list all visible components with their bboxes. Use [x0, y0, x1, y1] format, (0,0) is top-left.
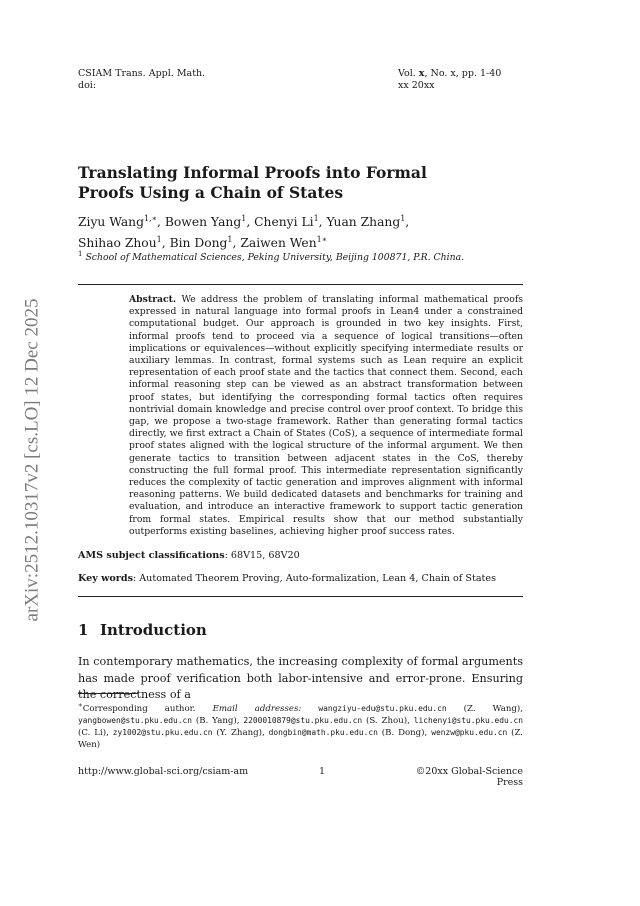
email-owner: (Y. Zhang),	[212, 727, 269, 738]
email-address[interactable]: yangbowen@stu.pku.edu.cn	[78, 715, 193, 725]
footnote	[78, 699, 523, 751]
author-name: Bowen Yang	[164, 215, 242, 230]
affiliation	[78, 248, 523, 264]
author-separator: ,	[405, 215, 410, 230]
author-separator: ,	[246, 215, 255, 230]
email-address[interactable]: zy1002@stu.pku.edu.cn	[112, 727, 213, 737]
email-address[interactable]: dongbin@math.pku.edu.cn	[268, 727, 378, 737]
email-owner: (Z. Wang),	[446, 703, 523, 714]
page-number: 1	[319, 766, 326, 777]
footnote-marker: ∗	[78, 701, 83, 709]
author-name: Ziyu Wang	[78, 215, 144, 230]
author	[254, 215, 326, 229]
volume-info	[398, 68, 501, 80]
author-name: Chenyi Li	[254, 215, 314, 230]
email-owner: (B. Yang),	[192, 715, 244, 726]
author	[165, 215, 254, 229]
keywords	[78, 573, 523, 585]
author-separator: ,	[161, 236, 170, 251]
author-affiliation-marker: 1	[313, 214, 319, 223]
affiliation-text: School of Mathematical Sciences, Peking University, Beijing 100871, P.R. China.	[85, 252, 465, 264]
doi-label: doi:	[78, 80, 97, 91]
bottom-divider	[78, 596, 523, 597]
author-affiliation-marker: 1	[156, 235, 162, 245]
volume-prefix: Vol.	[398, 68, 419, 79]
author	[78, 215, 165, 229]
email-address[interactable]: 2200010879@stu.pku.edu.cn	[243, 715, 363, 725]
corresponding-label: Corresponding author.	[82, 703, 196, 714]
ams-label: AMS subject classifications	[78, 550, 225, 561]
keywords-value: : Automated Theorem Proving, Auto-formalization, Lean 4, Chain of States	[132, 573, 497, 584]
author-list	[78, 210, 438, 252]
intro-paragraph: In contemporary mathematics, the increasing complexity of formal arguments has made proof verification both labor-intensive and error-prone. Ensuring the correctness of a	[78, 655, 523, 701]
author-name: Zaiwen Wen	[240, 236, 317, 251]
email-address[interactable]: lichenyi@stu.pku.edu.cn	[413, 715, 523, 725]
author-name: Yuan Zhang	[326, 215, 401, 230]
email-label: Email addresses:	[212, 703, 302, 714]
section-title: Introduction	[100, 621, 207, 639]
author-separator: ,	[318, 215, 327, 230]
section-number: 1	[78, 621, 89, 639]
email-owner: (C. Li),	[78, 727, 113, 738]
abstract	[129, 294, 523, 538]
author-name: Shihao Zhou	[78, 236, 157, 251]
keywords-label: Key words	[78, 573, 133, 584]
footnote-divider	[78, 693, 138, 694]
email-address[interactable]: wenzw@pku.edu.cn	[431, 727, 508, 737]
arxiv-identifier: arXiv:2512.10317v2 [cs.LO] 12 Dec 2025	[21, 298, 42, 622]
email-owner: (S. Zhou),	[362, 715, 414, 726]
author-affiliation-marker: 1	[227, 235, 233, 245]
affiliation-marker: 1	[78, 250, 83, 258]
email-owner: (B. Dong),	[377, 727, 432, 738]
volume-number: x	[418, 68, 425, 79]
copyright: ©20xx Global-Science Press	[415, 766, 523, 788]
author-affiliation-marker: 1	[241, 214, 247, 223]
abstract-text: We address the problem of translating informal mathematical proofs expressed in natural language into formal proofs in Lean4 under a constrained computational budget. Our approach is grounded in two key insights. First, informal proofs tend to proceed via a sequence of logical transitions—often implications or equivalences—without explicitly specifying intermediate results or auxiliary lemmas. In contrast, formal systems such as Lean require an explicit representation of each proof state and the tactics that connect them. Second, each informal reasoning step can be viewed as an abstract transformation between proof states, but identifying the corresponding formal tactics often requires nontrivial domain knowledge and precise control over proof context. To bridge this gap, we propose a two-stage framework. Rather than generating formal tactics directly, we first extract a Chain of States (CoS), a sequence of intermediate formal proof states aligned with the logical structure of the informal argument. We then generate tactics to transition between adjacent states in the CoS, thereby constructing the full formal proof. This intermediate representation significantly reduces the complexity of tactic generation and improves alignment with informal reasoning patterns. We build dedicated datasets and benchmarks for training and evaluation, and introduce an interactive framework to support tactic generation from formal states. Empirical results show that our method substantially outperforms existing baselines, achieving higher proof success rates.	[129, 294, 523, 537]
author-separator: ,	[157, 215, 165, 230]
journal-url[interactable]: http://www.global-sci.org/csiam-am	[78, 766, 249, 777]
author-separator: ,	[232, 236, 241, 251]
author-affiliation-marker: 1,∗	[143, 214, 158, 223]
email-address[interactable]: wangziyu-edu@stu.pku.edu.cn	[318, 703, 447, 713]
arxiv-stamp	[22, 265, 42, 655]
journal-name: CSIAM Trans. Appl. Math.	[78, 68, 206, 79]
author-name: Bin Dong	[169, 236, 228, 251]
top-divider	[78, 284, 523, 285]
section-heading	[78, 620, 207, 640]
paper-title: Translating Informal Proofs into Formal Proofs Using a Chain of States	[78, 163, 427, 202]
author-affiliation-marker: 1	[400, 214, 406, 223]
email-owner: (Z. Wen)	[78, 727, 524, 750]
author	[326, 215, 409, 229]
ams-value: : 68V15, 68V20	[224, 550, 300, 561]
ams-classifications	[78, 550, 523, 562]
abstract-label: Abstract.	[129, 294, 177, 305]
volume-suffix: , No. x, pp. 1-40	[424, 68, 502, 79]
volume-year: xx 20xx	[398, 80, 435, 91]
author-affiliation-marker: 1∗	[316, 235, 328, 245]
